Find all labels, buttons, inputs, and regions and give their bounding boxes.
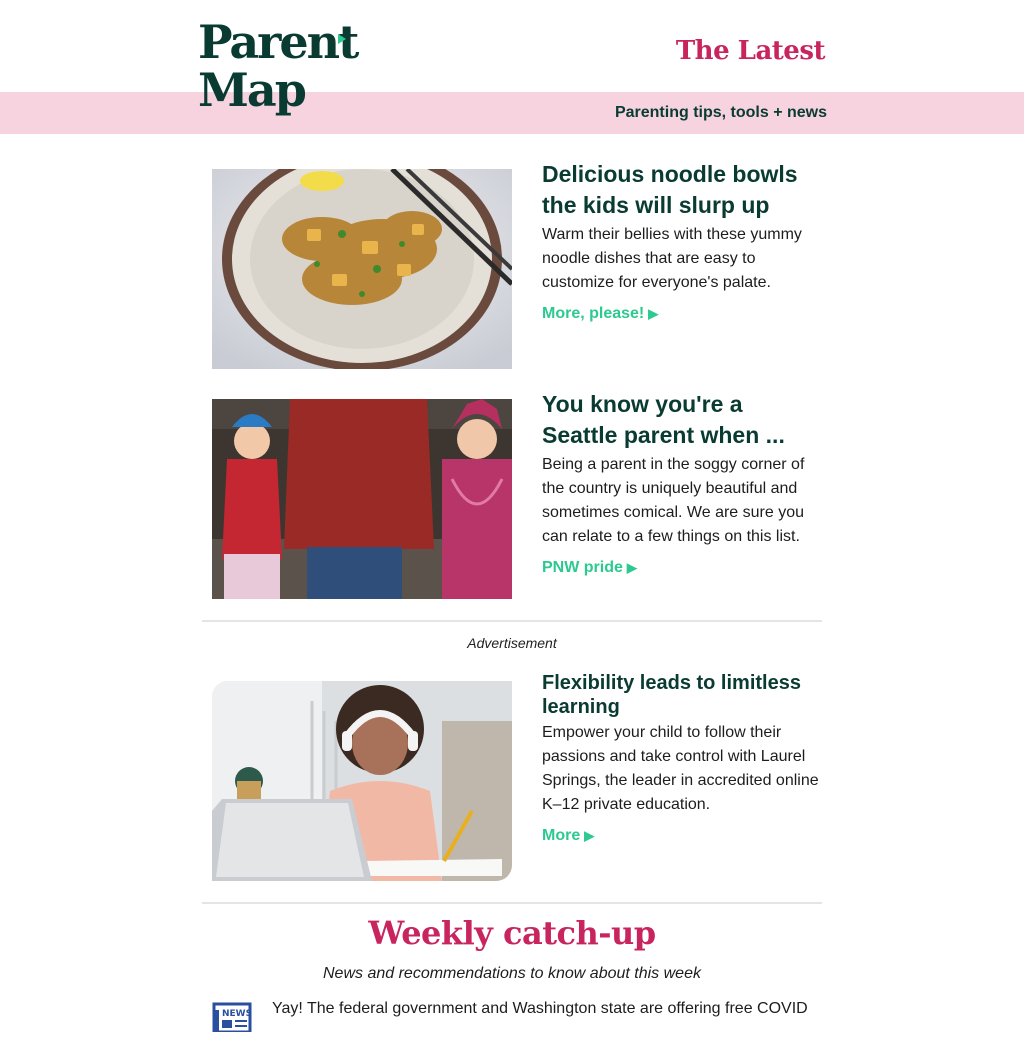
divider	[202, 620, 822, 622]
article-description: Warm their bellies with these yummy noodle dishes that are easy to customize for everyone's palate.	[542, 226, 802, 291]
link-label: More	[542, 827, 581, 844]
ad-more-link[interactable]	[542, 827, 594, 845]
ad-title[interactable]: Flexibility leads to limitless learning	[542, 672, 801, 718]
play-triangle-icon	[338, 34, 346, 44]
article-text	[542, 389, 824, 577]
weekly-catchup-subtitle: News and recommendations to know about this week	[323, 965, 701, 982]
kids-raincoats-image	[212, 399, 512, 599]
weekly-item-text: Yay! The federal government and Washington state are offering free COVID	[272, 1000, 808, 1017]
link-label: More, please!	[542, 305, 645, 322]
advertisement-label: Advertisement	[467, 635, 557, 651]
ad-image-girl-laptop[interactable]	[212, 681, 512, 881]
girl-laptop-image	[212, 681, 512, 881]
parentmap-logo[interactable]	[198, 16, 358, 120]
article-noodle-bowls	[212, 161, 824, 369]
ad-description: Empower your child to follow their passions and take control with Laurel Springs, the leader in accredited online K–12 private education.	[542, 724, 819, 813]
noodle-bowl-image	[212, 169, 512, 369]
article-seattle-parent	[212, 391, 824, 599]
divider	[202, 902, 822, 904]
more-please-link[interactable]	[542, 305, 658, 323]
pnw-pride-link[interactable]	[542, 559, 637, 577]
weekly-catchup-heading: Weekly catch-up	[368, 914, 656, 952]
logo-line-2: Map	[198, 63, 305, 117]
play-arrow-icon: ▶	[626, 560, 637, 575]
section-title: The Latest	[675, 36, 825, 66]
ad-text	[542, 671, 824, 845]
advertisement-block	[212, 672, 824, 881]
play-arrow-icon: ▶	[584, 828, 595, 843]
tagline: Parenting tips, tools + news	[614, 104, 827, 121]
logo-line-1: Parent	[198, 15, 358, 69]
article-image-noodle-bowl[interactable]	[212, 169, 512, 369]
tagline-band	[0, 92, 1024, 134]
news-icon-label: NEWS	[222, 1009, 252, 1019]
article-text	[542, 159, 824, 323]
article-image-kids-rain[interactable]	[212, 399, 512, 599]
article-title[interactable]: You know you're a Seattle parent when ...	[542, 391, 785, 448]
newspaper-icon	[212, 1002, 252, 1032]
link-label: PNW pride	[542, 559, 623, 576]
article-description: Being a parent in the soggy corner of the country is uniquely beautiful and sometimes comical. We are sure you can relate to a few things on this list.	[542, 456, 805, 545]
play-arrow-icon: ▶	[648, 306, 659, 321]
article-title[interactable]: Delicious noodle bowls the kids will slurp up	[542, 161, 798, 218]
